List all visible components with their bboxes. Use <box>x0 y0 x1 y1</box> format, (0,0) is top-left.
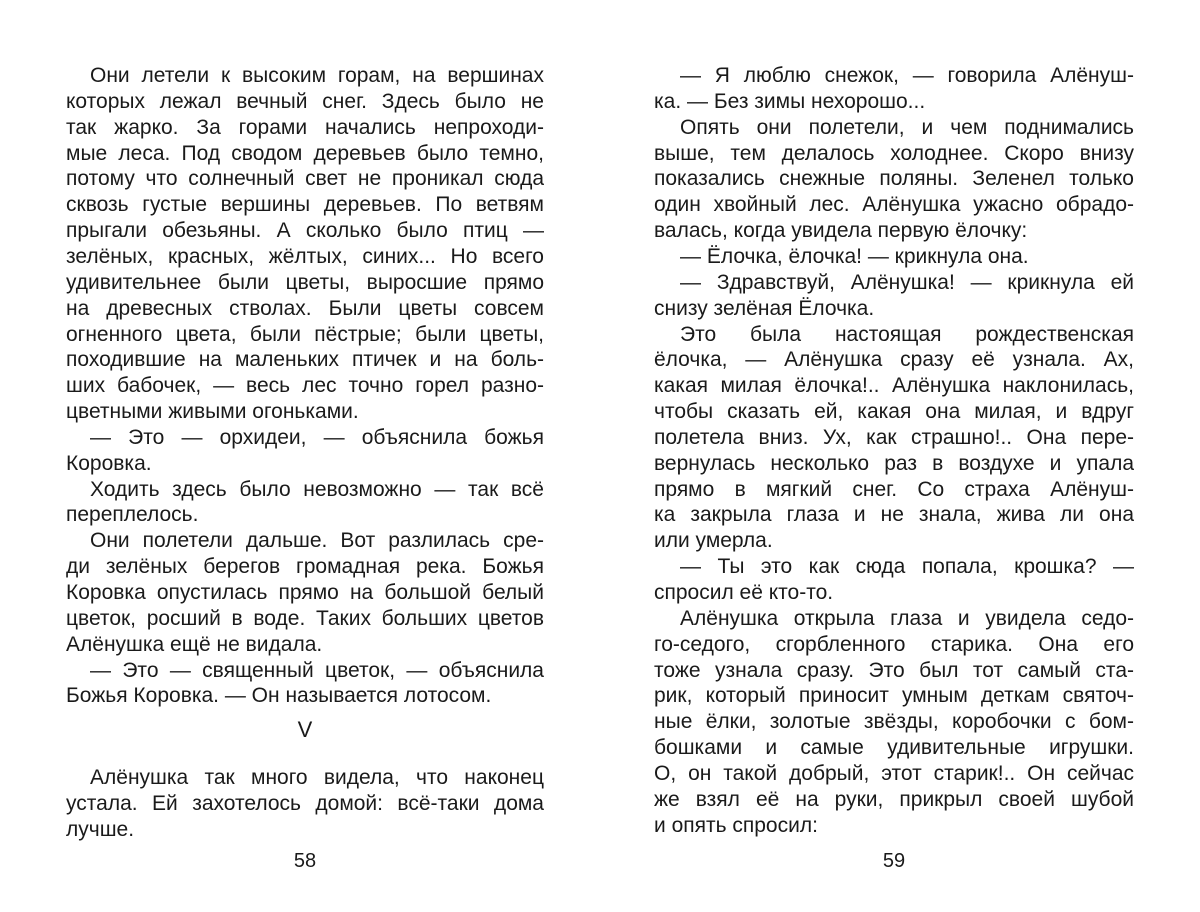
text-line: переплелось. <box>66 503 199 527</box>
text-line: какая милая ёлочка!.. Алёнушка наклонилась, <box>654 374 1134 398</box>
text-line: ка. — Без зимы нехорошо... <box>654 89 926 113</box>
text-line: сквозь густые вершины деревьев. По ветвям <box>66 193 544 217</box>
text-line: Алёнушка ещё не видала. <box>66 632 323 656</box>
page-number: 59 <box>882 850 906 872</box>
text-line: валась, когда увидела первую ёлочку: <box>654 219 1028 243</box>
text-line: Опять они полетели, и чем поднимались <box>680 115 1134 139</box>
text-line: ные ёлки, золотые звёзды, коробочки с бом- <box>654 710 1134 734</box>
text-line: потому что солнечный свет не проникал сюда <box>66 167 544 191</box>
text-line: устала. Ей захотелось домой: всё-таки дома <box>66 791 544 815</box>
chapter-heading: V <box>297 717 313 742</box>
text-line: рик, который приносит умным деткам святоч- <box>654 684 1134 708</box>
text-line: на древесных стволах. Были цветы совсем <box>66 296 544 320</box>
text-line: ёлочка, — Алёнушка сразу её узнала. Ах, <box>654 348 1134 372</box>
page-number: 58 <box>293 850 317 872</box>
text-line: Они летели к высоким горам, на вершинах <box>90 64 544 87</box>
text-line: которых лежал вечный снег. Здесь было не <box>66 89 544 113</box>
text-line: походившие на маленьких птичек и на боль- <box>66 348 544 372</box>
text-line: или умерла. <box>654 529 773 553</box>
text-line: так жарко. За горами начались непроходи- <box>66 115 544 139</box>
text-line: выше, тем делалось холоднее. Скоро внизу <box>654 141 1134 165</box>
text-line: прямо в мягкий снег. Со страха Алёнуш- <box>654 477 1134 501</box>
text-line: ди зелёных берегов громадная река. Божья <box>66 555 544 579</box>
text-line: — Ёлочка, ёлочка! — крикнула она. <box>680 244 1029 268</box>
text-line: спросил её кто-то. <box>654 581 834 604</box>
text-line: Коровка. <box>66 451 152 475</box>
text-line: — Я люблю снежок, — говорила Алёнуш- <box>680 64 1134 87</box>
text-line: же взял её на руки, прикрыл своей шубой <box>654 787 1134 811</box>
text-line: Алёнушка открыла глаза и увидела седо- <box>680 606 1134 630</box>
text-line: — Это — орхидеи, — объяснила божья <box>90 425 544 449</box>
text-line: Ходить здесь было невозможно — так всё <box>90 477 544 501</box>
text-line: го-седого, сгорбленного старика. Она его <box>654 632 1134 656</box>
text-line: удивительнее были цветы, выросшие прямо <box>66 270 544 294</box>
text-line: и опять спросил: <box>654 813 818 837</box>
text-line: Коровка опустилась прямо на большой белый <box>66 581 544 604</box>
text-line: один хвойный лес. Алёнушка ужасно обрадо- <box>654 193 1134 217</box>
text-line: Алёнушка так много видела, что наконец <box>90 766 544 789</box>
text-line: тоже узнала сразу. Это был тот самый ста- <box>654 658 1134 682</box>
text-line: огненного цвета, были пёстрые; были цветы, <box>66 322 544 346</box>
text-line: ших бабочек, — весь лес точно горел разно- <box>66 374 544 398</box>
text-line: О, он такой добрый, этот старик!.. Он сейчас <box>654 761 1134 785</box>
text-line: лучше. <box>66 817 135 841</box>
text-line: ка закрыла глаза и не знала, жива ли она <box>654 503 1134 527</box>
text-line: вернулась несколько раз в воздухе и упала <box>654 451 1134 475</box>
text-line: чтобы сказать ей, какая она милая, и вдруг <box>654 400 1134 424</box>
text-line: снизу зелёная Ёлочка. <box>654 296 875 320</box>
text-line: мые леса. Под сводом деревьев было темно, <box>66 141 544 165</box>
text-line: показались снежные поляны. Зеленел только <box>654 167 1134 191</box>
text-line: полетела вниз. Ух, как страшно!.. Она пере- <box>654 425 1134 449</box>
right-page <box>600 0 1200 912</box>
text-line: зелёных, красных, жёлтых, синих... Но всего <box>66 244 544 268</box>
text-line: Божья Коровка. — Он называется лотосом. <box>66 684 492 708</box>
text-line: Они полетели дальше. Вот разлилась сре- <box>90 529 544 553</box>
text-line: цветок, росший в воде. Таких больших цветов <box>66 606 544 630</box>
text-line: — Здравствуй, Алёнушка! — крикнула ей <box>680 270 1134 294</box>
text-line: цветными живыми огоньками. <box>66 400 359 424</box>
text-line: — Ты это как сюда попала, крошка? — <box>680 555 1134 579</box>
text-line: — Это — священный цветок, — объяснила <box>90 658 544 682</box>
text-line: бошками и самые удивительные игрушки. <box>654 736 1134 760</box>
text-line: Это была настоящая рождественская <box>680 322 1134 346</box>
text-line: прыгали обезьяны. А сколько было птиц — <box>66 219 544 243</box>
